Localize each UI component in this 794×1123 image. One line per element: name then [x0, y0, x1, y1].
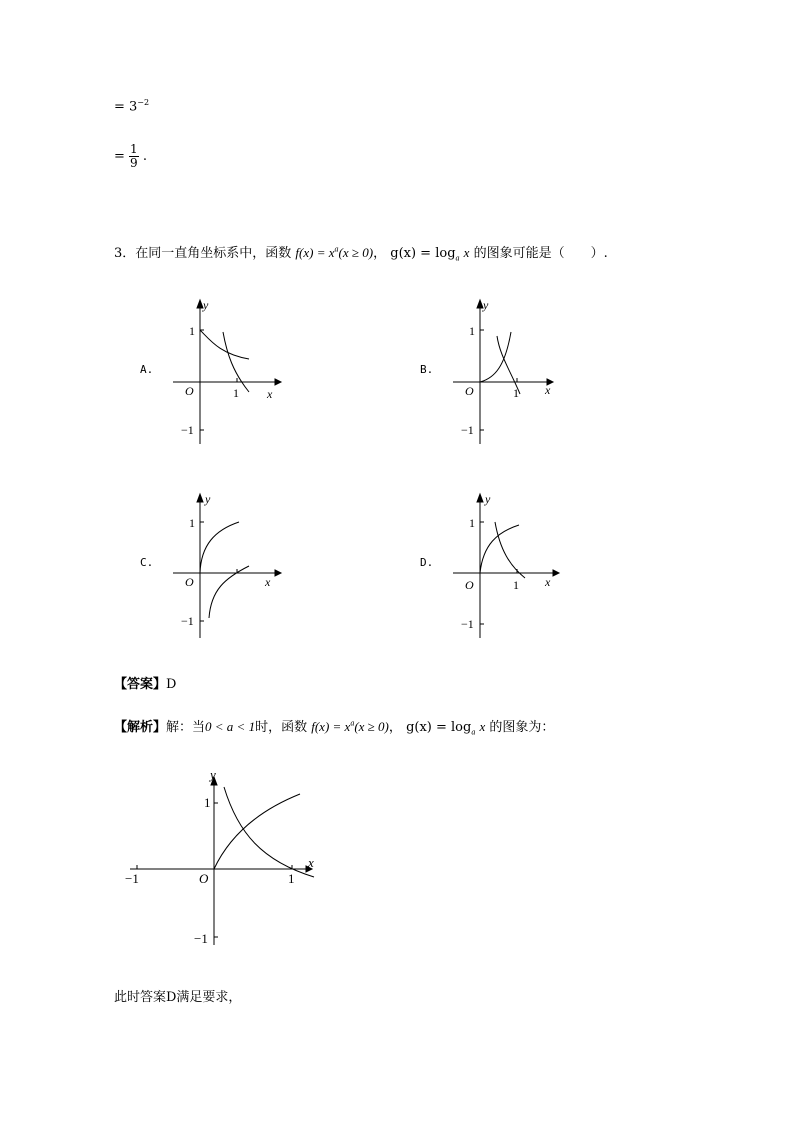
- curve-g: [224, 787, 314, 877]
- curve-f: [200, 522, 239, 573]
- tick-label-1: 1: [189, 324, 195, 338]
- fraction: $\frac{1}{9}$: [130, 142, 138, 170]
- origin-label: O: [185, 384, 194, 398]
- exponent: −2: [137, 98, 150, 107]
- tick-label-1: 1: [204, 795, 211, 810]
- tick-label-1: 1: [469, 324, 475, 338]
- x-label: x: [265, 575, 271, 589]
- graph-option-c: [165, 490, 285, 640]
- graph-option-b: [445, 296, 565, 446]
- option-b-label: B.: [420, 363, 434, 376]
- x-label: x: [545, 383, 551, 397]
- origin-label: O: [185, 575, 194, 589]
- y-label: y: [485, 492, 491, 506]
- option-a-label: A.: [140, 363, 154, 376]
- tick-label-neg1: −1: [194, 931, 208, 946]
- conclusion: 此时答案D满足要求，: [114, 990, 242, 1005]
- curve-f: [480, 332, 511, 382]
- y-arrow-icon: [477, 494, 483, 502]
- tick-label-neg1: −1: [181, 614, 194, 628]
- tick-label-xneg1: −1: [125, 871, 139, 886]
- y-label: y: [210, 767, 216, 782]
- analysis-graph: [120, 765, 330, 950]
- curve-g: [495, 522, 525, 578]
- analysis-line: 【解析】解：当0 < a < 1时，函数 $f(x) = x^a(x \ge 0)$， $g(x) = \log_a x$ 的图象为：: [114, 718, 555, 737]
- x-label: x: [267, 387, 273, 401]
- tick-label-x1: 1: [513, 386, 519, 400]
- tick-label-neg1: −1: [181, 423, 194, 437]
- curve-f: [214, 794, 300, 869]
- tick-label-neg1: −1: [461, 617, 474, 631]
- option-c-label: C.: [140, 556, 154, 569]
- x-label: x: [308, 855, 314, 870]
- curve-g: [209, 566, 249, 618]
- x-arrow-icon: [275, 379, 281, 385]
- tick-label-1: 1: [469, 516, 475, 530]
- curve-f: [200, 330, 249, 359]
- tick-label-1: 1: [189, 516, 195, 530]
- x-label: x: [545, 575, 551, 589]
- question-3: 3．在同一直角坐标系中，函数 $f(x) = x^a(x \ge 0)$， $g(x) = \log_a x$ 的图象可能是（ ）.: [114, 244, 608, 263]
- derivation-step-2: = $\frac{1}{9}$ .: [114, 142, 147, 170]
- x-arrow-icon: [553, 570, 559, 576]
- x-arrow-icon: [275, 570, 281, 576]
- y-arrow-icon: [197, 494, 203, 502]
- option-d-label: D.: [420, 556, 434, 569]
- origin-label: O: [465, 578, 474, 592]
- graph-option-a: [165, 296, 285, 446]
- tick-label-x1: 1: [513, 578, 519, 592]
- origin-label: O: [465, 384, 474, 398]
- tick-label-neg1: −1: [461, 423, 474, 437]
- tick-label-x1: 1: [233, 386, 239, 400]
- answer-line: 【答案】D: [114, 677, 177, 692]
- tick-label-x1: 1: [288, 871, 295, 886]
- derivation-step-1: = $3^{-2}$: [114, 98, 150, 115]
- answer-value: D: [166, 677, 177, 692]
- origin-label: O: [199, 871, 209, 886]
- y-label: y: [205, 492, 211, 506]
- y-label: y: [203, 298, 209, 312]
- y-label: y: [483, 298, 489, 312]
- curve-g: [223, 332, 249, 392]
- graph-option-d: [445, 490, 565, 640]
